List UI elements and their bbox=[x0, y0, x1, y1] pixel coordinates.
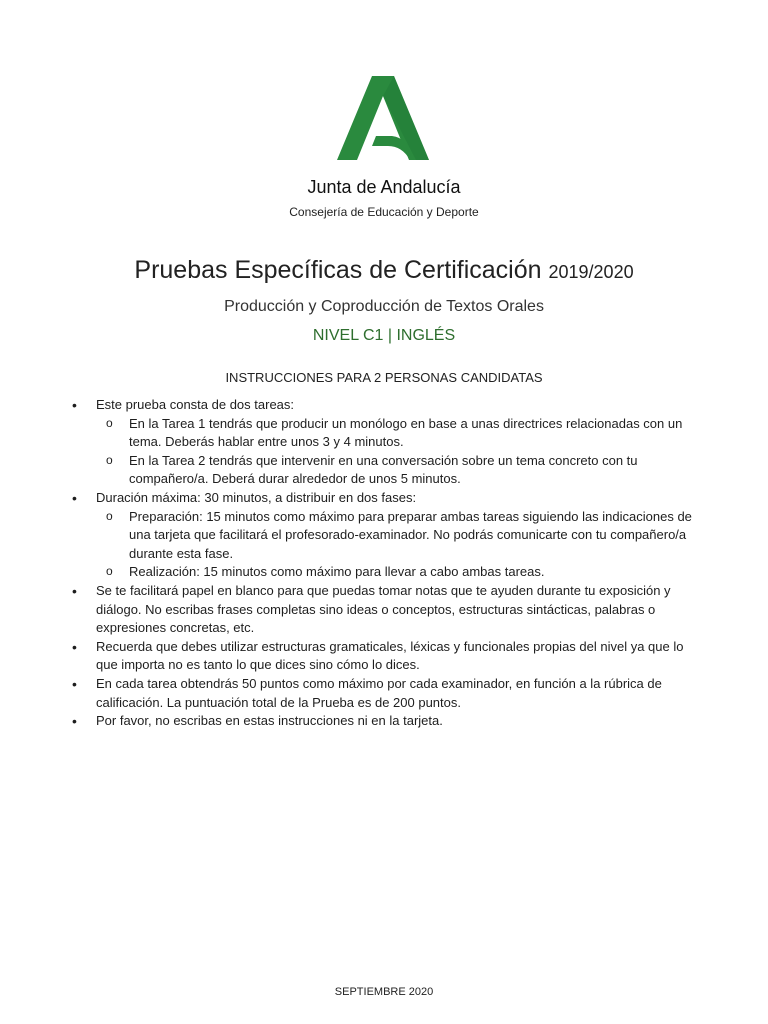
org-name: Junta de Andalucía bbox=[307, 177, 461, 197]
footer-date: SEPTIEMBRE 2020 bbox=[334, 986, 434, 998]
org-department: Consejería de Educación y Deporte bbox=[289, 205, 479, 219]
level-label: NIVEL C1 | INGLÉS bbox=[312, 327, 456, 344]
junta-andalucia-logo bbox=[336, 76, 432, 164]
sub-list-item: o En la Tarea 2 tendrás que intervenir en una conversación sobre un tema concreto con tu compañero/a. Deberá durar alrededor de unos 5 minutos. bbox=[96, 452, 696, 489]
list-item-text: Este prueba consta de dos tareas: bbox=[96, 397, 295, 412]
list-item: • Por favor, no escribas en estas instrucciones ni en la tarjeta. bbox=[72, 712, 696, 731]
sub-list bbox=[96, 415, 696, 489]
list-item: • En cada tarea obtendrás 50 puntos como máximo por cada examinador, en función a la rúbrica de calificación. La puntuación total de la Prueba es de 200 puntos. bbox=[72, 675, 696, 712]
page-title bbox=[0, 256, 768, 285]
sub-list bbox=[96, 508, 696, 582]
list-item bbox=[72, 489, 696, 582]
sub-list-item: o En la Tarea 1 tendrás que producir un monólogo en base a unas directrices relacionadas con un tema. Deberás hablar entre unos 3 y 4 minutos. bbox=[96, 415, 696, 452]
instructions-heading: INSTRUCCIONES PARA 2 PERSONAS CANDIDATAS bbox=[225, 370, 543, 385]
title-text: Pruebas Específicas de Certificación bbox=[134, 256, 542, 284]
sub-list-item: o Realización: 15 minutos como máximo para llevar a cabo ambas tareas. bbox=[96, 563, 696, 582]
list-item-text: Duración máxima: 30 minutos, a distribuir en dos fases: bbox=[96, 489, 417, 505]
title-year: 2019/2020 bbox=[548, 262, 634, 282]
instructions-list bbox=[72, 396, 696, 731]
page-subtitle: Producción y Coproducción de Textos Orales bbox=[224, 298, 544, 315]
list-item bbox=[72, 396, 696, 489]
list-item: • Se te facilitará papel en blanco para que puedas tomar notas que te ayuden durante tu exposición y diálogo. No escribas frases completas sino ideas o conceptos, estructuras sintácticas, palabras o expresiones concretas, etc. bbox=[72, 582, 696, 638]
sub-list-item: o Preparación: 15 minutos como máximo para preparar ambas tareas siguiendo las indicaciones de una tarjeta que facilitará el profesorado-examinador. No podrás comunicarte con tu compañero/a durante esta fase. bbox=[96, 508, 696, 564]
list-item: • Recuerda que debes utilizar estructuras gramaticales, léxicas y funcionales propias del nivel ya que lo que importa no es tanto lo que dices sino cómo lo dices. bbox=[72, 638, 696, 675]
